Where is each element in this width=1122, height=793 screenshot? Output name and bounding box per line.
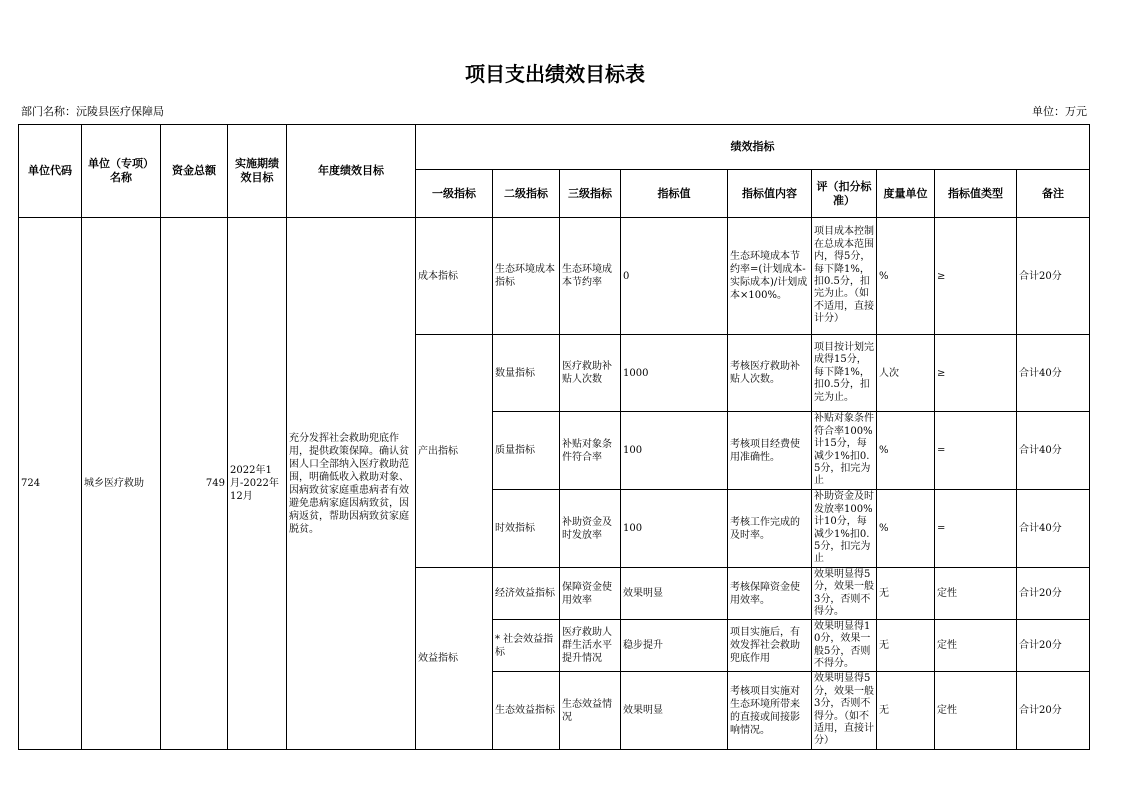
header-level3: 三级指标 (560, 170, 621, 218)
table-row (19, 218, 1090, 335)
remark-cell: 合计20分 (1017, 218, 1090, 335)
level2-cell: 数量指标 (493, 335, 560, 412)
header-unit: 度量单位 (877, 170, 935, 218)
scoring-cell: 效果明显得10分，效果一般5分，否则不得分。 (812, 620, 877, 672)
unit-code-cell: 724 (19, 218, 82, 750)
content-cell: 考核保障资金使用效率。 (728, 568, 812, 620)
header-indicators: 绩效指标 (416, 125, 1090, 170)
level3-cell: 生态效益情况 (560, 672, 621, 750)
level1-output: 产出指标 (416, 335, 493, 568)
unit-label: 单位：万元 (1032, 105, 1087, 118)
remark-cell: 合计40分 (1017, 412, 1090, 490)
level2-cell: 时效指标 (493, 490, 560, 568)
remark-cell: 合计20分 (1017, 672, 1090, 750)
level3-cell: 补贴对象条件符合率 (560, 412, 621, 490)
level2-cell: 经济效益指标 (493, 568, 560, 620)
content-cell: 考核医疗救助补贴人次数。 (728, 335, 812, 412)
header-level2: 二级指标 (493, 170, 560, 218)
department-label: 部门名称：沅陵县医疗保障局 (21, 105, 164, 118)
header-level1: 一级指标 (416, 170, 493, 218)
unit-cell: % (877, 218, 935, 335)
content-cell: 考核工作完成的及时率。 (728, 490, 812, 568)
header-annual-target: 年度绩效目标 (287, 125, 416, 218)
scoring-cell: 补助资金及时发放率100%计10分，每减少1%扣0.5分，扣完为止 (812, 490, 877, 568)
unit-cell: % (877, 490, 935, 568)
content-cell: 考核项目经费使用准确性。 (728, 412, 812, 490)
remark-cell: 合计20分 (1017, 568, 1090, 620)
header-unit-code: 单位代码 (19, 125, 82, 218)
content-cell: 考核项目实施对生态环境所带来的直接或间接影响情况。 (728, 672, 812, 750)
unit-cell: 无 (877, 620, 935, 672)
type-cell: = (935, 412, 1017, 490)
value-cell: 100 (621, 490, 728, 568)
value-cell: 效果明显 (621, 568, 728, 620)
value-cell: 效果明显 (621, 672, 728, 750)
level3-cell: 医疗救助补贴人次数 (560, 335, 621, 412)
level1-benefit: 效益指标 (416, 568, 493, 750)
level3-cell: 医疗救助人群生活水平提升情况 (560, 620, 621, 672)
content-cell: 生态环境成本节约率=(计划成本-实际成本)/计划成本×100%。 (728, 218, 812, 335)
type-cell: ≥ (935, 218, 1017, 335)
unit-cell: 无 (877, 672, 935, 750)
unit-cell: 无 (877, 568, 935, 620)
annual-target-cell: 充分发挥社会救助兜底作用，提供政策保障。确认贫困人口全部纳入医疗救助范围，明确低收入救助对象、因病致贫家庭重患病者有效避免患病家庭因病致贫，因病返贫，帮助因病致贫家庭脱贫。 (287, 218, 416, 750)
content-cell: 项目实施后，有效发挥社会救助兜底作用 (728, 620, 812, 672)
header-value-type: 指标值类型 (935, 170, 1017, 218)
type-cell: 定性 (935, 568, 1017, 620)
level2-cell: * 社会效益指标 (493, 620, 560, 672)
type-cell: 定性 (935, 672, 1017, 750)
type-cell: ≥ (935, 335, 1017, 412)
value-cell: 0 (621, 218, 728, 335)
header-value: 指标值 (621, 170, 728, 218)
unit-name-cell: 城乡医疗救助 (82, 218, 161, 750)
type-cell: = (935, 490, 1017, 568)
unit-cell: 人次 (877, 335, 935, 412)
level2-cell: 生态效益指标 (493, 672, 560, 750)
scoring-cell: 项目按计划完成得15分，每下降1%，扣0.5分，扣完为止。 (812, 335, 877, 412)
header-value-content: 指标值内容 (728, 170, 812, 218)
scoring-cell: 效果明显得5分，效果一般3分，否则不得分。（如不适用，直接计分） (812, 672, 877, 750)
header-period-target: 实施期绩效目标 (228, 125, 287, 218)
scoring-cell: 效果明显得5分，效果一般3分，否则不得分。 (812, 568, 877, 620)
period-target-cell: 2022年1月-2022年12月 (228, 218, 287, 750)
remark-cell: 合计40分 (1017, 335, 1090, 412)
value-cell: 1000 (621, 335, 728, 412)
level3-cell: 生态环境成本节约率 (560, 218, 621, 335)
header-unit-name: 单位（专项）名称 (82, 125, 161, 218)
level3-cell: 保障资金使用效率 (560, 568, 621, 620)
value-cell: 稳步提升 (621, 620, 728, 672)
page-title: 项目支出绩效目标表 (465, 62, 645, 86)
scoring-cell: 补贴对象条件符合率100%计15分，每减少1%扣0.5分，扣完为止 (812, 412, 877, 490)
header-remark: 备注 (1017, 170, 1090, 218)
header-total-funds: 资金总额 (161, 125, 228, 218)
performance-table (18, 124, 1090, 750)
scoring-cell: 项目成本控制在总成本范围内，得5分，每下降1%，扣0.5分，扣完为止。（如不适用，直接计分） (812, 218, 877, 335)
level1-cost: 成本指标 (416, 218, 493, 335)
type-cell: 定性 (935, 620, 1017, 672)
remark-cell: 合计40分 (1017, 490, 1090, 568)
value-cell: 100 (621, 412, 728, 490)
remark-cell: 合计20分 (1017, 620, 1090, 672)
level2-cell: 质量指标 (493, 412, 560, 490)
header-scoring: 评（扣分标准） (812, 170, 877, 218)
total-funds-cell: 749 (161, 218, 228, 750)
level2-cell: 生态环境成本指标 (493, 218, 560, 335)
unit-cell: % (877, 412, 935, 490)
level3-cell: 补助资金及时发放率 (560, 490, 621, 568)
